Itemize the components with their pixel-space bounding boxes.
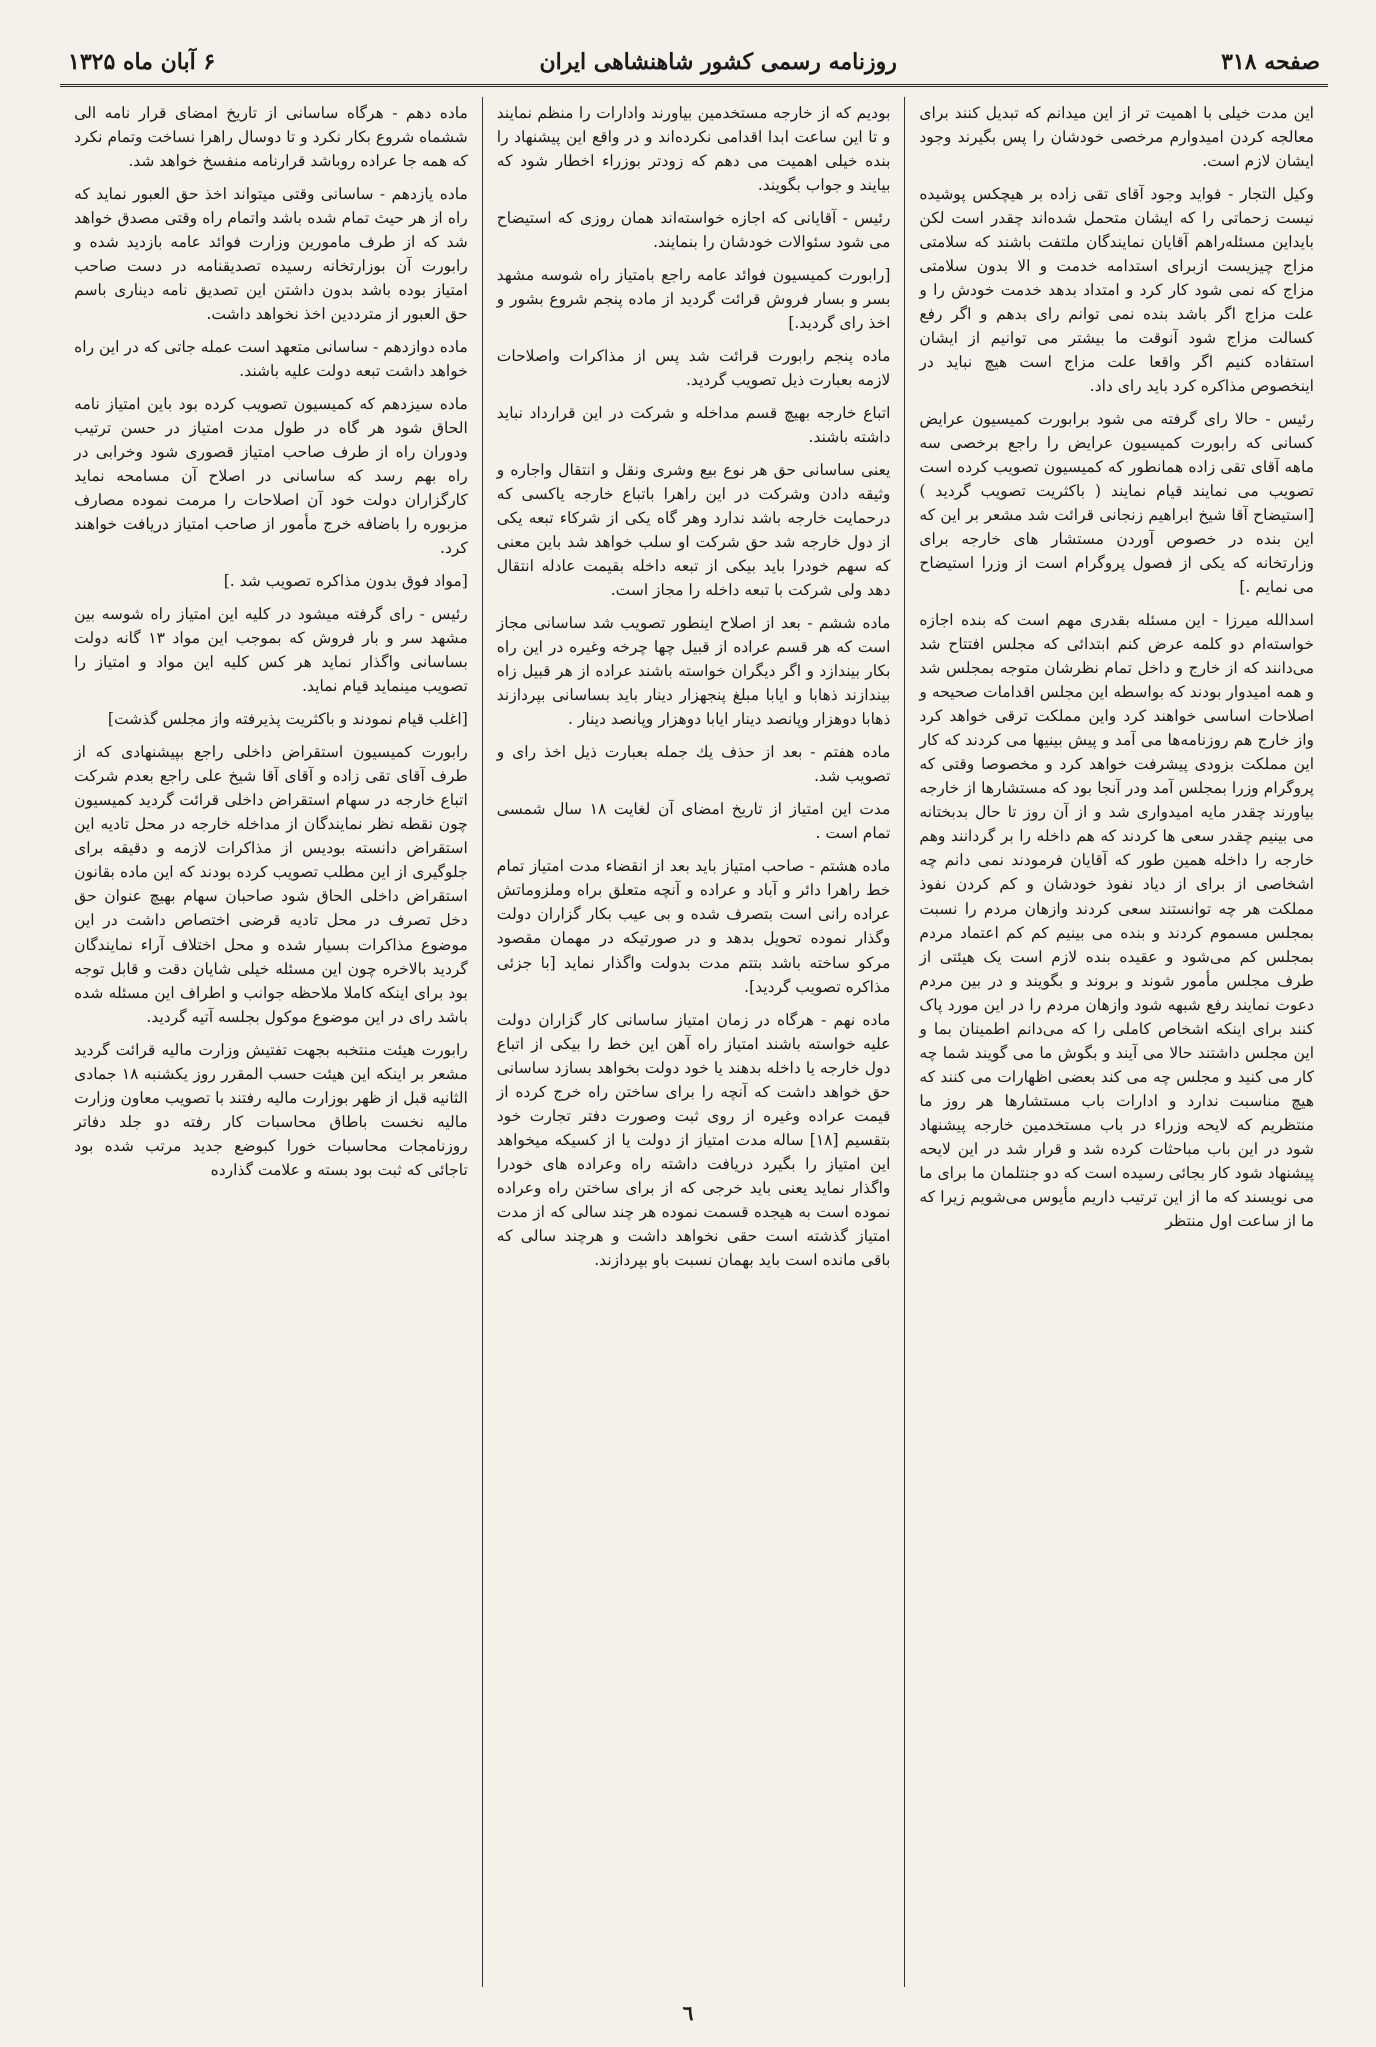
paragraph: اسدالله میرزا - این مسئله بقدری مهم است که بنده اجازه خواسته‌ام دو کلمه عرض کنم ابتدائی که مجلس افتتاح شد می‌دانند که از خارج و داخل تمام نظرشان متوجه بمجلس شد و همه امیدوار بودند که بواسطه این مجلس اقدامات صحیحه و اصلاحات اساسی خواهند کرد واین مملکت ترقی خواهد کرد واز خارج هم روزنامه‌ها می آمد و پیش بینیها می کردند که کار این مملکت بزودی پیشرفت خواهد کرد و مخصوصا وقتی که پروگرام وزرا بمجلس آمد ودر آنجا بود که مستشارها از خارجه بیاورند چقدر مایه امیدواری شد و از آن روز تا حال بدبختانه می بینیم چقدر سعی ها کردند که هم داخله را بر گردانند وهم خارجه را داخله همین طور که آقایان فرمودند نمی دانم چه اشخاصی از برای از دیاد نفوذ خودشان و کم کردن نفوذ مملکت هر چه توانستند سعی کردند وازهان مردم را نسبت بمجلس مسموم کردند و بنده می بینیم کم کم اعتماد مردم بمجلس کم می‌شود و عقیده بنده لازم است یک هیئتی از طرف مجلس مأمور شوند و بروند و بگویند و در بین مردم دعوت نمایند رفع شبهه شود وازهان مردم را در این مورد پاک کنند برای اینکه اشخاص کاملی را که می‌دانم اطمینان بما و این مجلس داشتند حالا می آیند و بگوش ما می گویند شما چه کار می کنید و مجلس چه می کند بعضی اظهارات می کنند که هیچ مناسبت ندارد و ادارات باب مستشارها هر روز ما منتظریم که لایحه وزراء در باب مستخدمین خارجه پیشنهاد شود در این باب مباحثات کرده شد و قرار شد در این لایحه پیشنهاد شود کار بجائی رسیده است که دو جنتلمان ما برای ما می نویسند که ما از این ترتیب داریم مأیوس می‌شویم زیرا که ما از ساعت اول منتظر <box>919 611 1314 1230</box>
text-columns <box>60 97 1328 1987</box>
paragraph: یعنی ساسانی حق هر نوع بیع وشری ونقل و انتقال واجاره و وثیقه دادن وشرکت در این راهرا باتباع خارجه یاکسی که درحمایت خارجه باشد ندارد وهر گاه یکی از شرکاء تبعه یکی از دول خارجه شد حق شرکت او سلب خواهد شد باین معنی که سهم خودرا باید بیکی از تبعه داخله بقیمت عادله انتقال دهد ولی شرکت با تبعه داخله را مجاز است. <box>496 461 891 600</box>
paragraph: مدت این امتیاز از تاریخ امضای آن لغایت ۱۸ سال شمسی تمام است . <box>496 800 891 843</box>
paragraph: ماده یازدهم - ساسانی وقتی میتواند اخذ حق العبور نماید که راه از هر حیث تمام شده باشد واتمام راه وقتی مصدق خواهد شد که از طرف مامورین وزارت فوائد عامه بازدید شده و رابورت آن بوزارتخانه رسیده تصدیقنامه در دست صاحب امتیاز بوده باشد بدون داشتن این تصدیق نامه دیناری باسم حق العبور از مترددین اخذ نخواهد داشت. <box>74 185 468 324</box>
paragraph: اتباع خارجه بهیچ قسم مداخله و شرکت در این قرارداد نباید داشته باشند. <box>496 404 891 447</box>
masthead <box>60 40 1328 87</box>
page-number: ٦ <box>682 2001 694 2025</box>
paragraph: ماده هشتم - صاحب امتیاز باید بعد از انقضاء مدت امتیاز تمام خط راهرا دائر و آباد و عراده و آنچه متعلق براه وملزوماتش عراده رانی است بتصرف شده و بی عیب بکار گزاران دولت وگذار نموده تحویل بدهد و در صورتیکه در مهمان مقصود مرکو ساخته باشد بتتم مدت بدولت واگذار نماید [با جزئی مذاکره تصویب گردید]. <box>496 857 891 996</box>
paragraph: رابورت کمیسیون استقراض داخلی راجع بپیشنهادی که از طرف آقای تقی زاده و آقای آقا شیخ علی راجع بعدم شرکت اتباع خارجه در سهام استقراض داخلی قرائت گردید کمیسیون چون نقطه نظر نمایندگان از مداخله خارجه در محل تادیه این استقراض دانسته بودیس از مذاکرات لازمه و دقیقه برای جلوگیری از این مطلب تصویب کرده بودند که این ماده بقانون استقراض داخلی الحاق شود صاحبان سهام بهیچ عنوان حق دخل تصرف در محل تادیه قرضی اختصاص داشت در این موضوع مذاکرات بسیار شده و محل اختلاف آراء نمایندگان گردید بالاخره چون این مسئله خیلی شایان دقت و قابل توجه بود برای اینکه کاملا ملاحظه جوانب و اطراف این مسئله شده باشد رای در این موضوع موکول بجلسه آتیه گردید. <box>74 743 468 1026</box>
paragraph: [مواد فوق بدون مذاکره تصویب شد .] <box>223 572 468 591</box>
paragraph: رئیس - آقایانی که اجازه خواسته‌اند همان روزی که استیضاح می شود سئوالات خودشان را بنمایند. <box>496 209 891 252</box>
paragraph: ماده دهم - هرگاه ساسانی از تاریخ امضای قرار نامه الی ششماه شروع بکار نکرد و تا دوسال راهرا نساخت وتمام نکرد که همه جا عراده روباشد قرارنامه منفسخ خواهد شد. <box>74 104 468 171</box>
paragraph: رئیس - حالا رای گرفته می شود برابورت کمیسیون عرایض کسانی که رابورت کمیسیون عرایض را راجع برخصی سه ماهه آقای تقی زاده همانطور که کمیسیون تصویب کرده است تصویب می نمایند قیام نمایند ( باکثریت تصویب گردید ) [استیضاح آقا شیخ ابراهیم زنجانی قرائت شد مشعر بر این که این بنده در خصوص آوردن مستشار های خارجه برای وزارتخانه که یکی از فصول پروگرام است از وزرا استیضاح می نمایم .] <box>919 410 1314 597</box>
paragraph: ماده ششم - بعد از اصلاح اینطور تصویب شد ساسانی مجاز است که هر قسم عراده از قبیل چها چرخه وغیره در این راه بکار بیندازد و اگر دیگران خواسته باشند عراده از هر قبیل زاه بیندازند ذهابا و ایابا مبلغ پنجهزار دینار باید بساسانی بپردازند ذهابا دوهزار وپانصد دینار ایابا دوهزار وپانصد دینار . <box>496 614 891 729</box>
newspaper-title: روزنامه رسمی کشور شاهنشاهی ایران <box>539 49 897 75</box>
paragraph: ماده هفتم - بعد از حذف یك جمله بعبارت ذیل اخذ رای و تصویب شد. <box>496 743 891 786</box>
paragraph: [اغلب قیام نمودند و باکثریت پذیرفته واز مجلس گذشت] <box>107 710 468 729</box>
paragraph: رئیس - رای گرفته میشود در کلیه این امتیاز راه شوسه بین مشهد سر و بار فروش که بموجب این مواد ۱۳ گانه دولت بساسانی واگذار نماید هر کس کلیه این مواد و امتیاز را تصویب مینماید قیام نماید. <box>74 605 468 696</box>
paragraph: ماده نهم - هرگاه در زمان امتیاز ساسانی کار گزاران دولت علیه خواسته باشند امتیاز راه آهن این خط را بیکی از اتباع دول خارجه یا داخله بدهند یا خود دولت بخواهد بسازد ساسانی حق خواهد داشت که آنچه را برای ساختن راه خرج کرده از قیمت عراده وغیره از روی ثبت وصورت دفتر تجارت خود بتقسیم [۱۸] ساله مدت امتیاز از دولت یا از کسیکه میخواهد این امتیاز را بگیرد دریافت داشته راه وعراده های خودرا واگذار نماید یعنی باید خرجی که از برای ساختن راه وعراده نموده است به هیجده قسمت نموده هر چند سالی که از مدت امتیاز گذشته است حقی نخواهد داشت و هرچند سالی که باقی مانده است باید بهمان نسبت باو بپردازند. <box>496 1010 891 1269</box>
paragraph: ماده دوازدهم - ساسانی متعهد است عمله جاتی که در این راه خواهد داشت تبعه دولت علیه باشند. <box>74 338 468 381</box>
paragraph: ماده سیزدهم که کمیسیون تصویب کرده بود باین امتیاز نامه الحاق شود هر گاه در طول مدت امتیاز در حسن ترتیب ودوران راه از طرف صاحب امتیاز قصوری شود وخرابی در راه بهم رسد که ساسانی در اصلاح آن مسامحه نماید کارگزاران دولت خود آن اصلاحات را مرمت نموده مصارف مزبوره را باضافه خرج مأمور از صاحب امتیاز دریافت خواهند کرد. <box>74 395 468 558</box>
paragraph: وکیل التجار - فواید وجود آقای تقی زاده بر هیچکس پوشیده نیست زحماتی را که ایشان متحمل شده‌اند چقدر است لکن بایداین مسئله‌راهم آقایان نمایندگان ملتفت باشند که سلامتی مزاج چیزیست ازبرای استدامه خدمت و الا بدون سلامتی مزاج که نمی شود کار کرد و امتداد بدهد خدمت خودش را و علت مزاج اگر باشد بنده نمی توانم رای بدهم و اگر رفع کسالت مزاج شود آنوقت ما بیشتر می توانیم از ایشان استفاده کنیم اگر واقعا علت مزاج است هیچ نباید در اینخصوص مذاکره کرد باید رای داد. <box>919 185 1314 396</box>
column-left <box>60 97 483 1987</box>
paragraph: این مدت خیلی با اهمیت تر از این میدانم که تبدیل کنند برای معالجه کردن امیدوارم مرخصی خودشان را پس بگیرند وجود ایشان لازم است. <box>919 104 1314 171</box>
page-label: صفحه ۳۱۸ <box>1221 49 1320 75</box>
issue-date: ۶ آبان ماه ۱۳۲۵ <box>68 49 216 75</box>
column-middle <box>483 97 906 1987</box>
paragraph: بودیم که از خارجه مستخدمین بیاورند وادارات را منظم نمایند و تا این ساعت ابدا اقدامی نکرده‌اند و در واقع این پیشنهاد را بنده خیلی اهمیت می دهم که زودتر بوزراء اخطار شود که بیایند و جواب بگویند. <box>496 104 891 195</box>
paragraph: [رابورت کمیسیون فوائد عامه راجع بامتیاز راه شوسه مشهد بسر و بسار فروش قرائت گردید از ماده پنجم شروع بشور و اخذ رای گردید.] <box>496 266 891 333</box>
paragraph: ماده پنجم رابورت قرائت شد پس از مذاکرات واصلاحات لازمه بعبارت ذیل تصویب گردید. <box>496 347 891 390</box>
column-right <box>905 97 1328 1987</box>
paragraph: رابورت هیئت منتخبه بجهت تفتیش وزارت مالیه قرائت گردید مشعر بر اینکه این هیئت حسب المقرر روز یکشنبه ۱۸ جمادی الثانیه قبل از ظهر بوزارت مالیه رفتند با تصویب معاون وزارت مالیه نخست باطاق محاسبات کار رفته دو جلد دفاتر روزنامجات محاسبات خورا کبوضع جدید مرتب شده بود تاجائی که ثبت بود بسته و علامت گذارده <box>74 1040 468 1179</box>
